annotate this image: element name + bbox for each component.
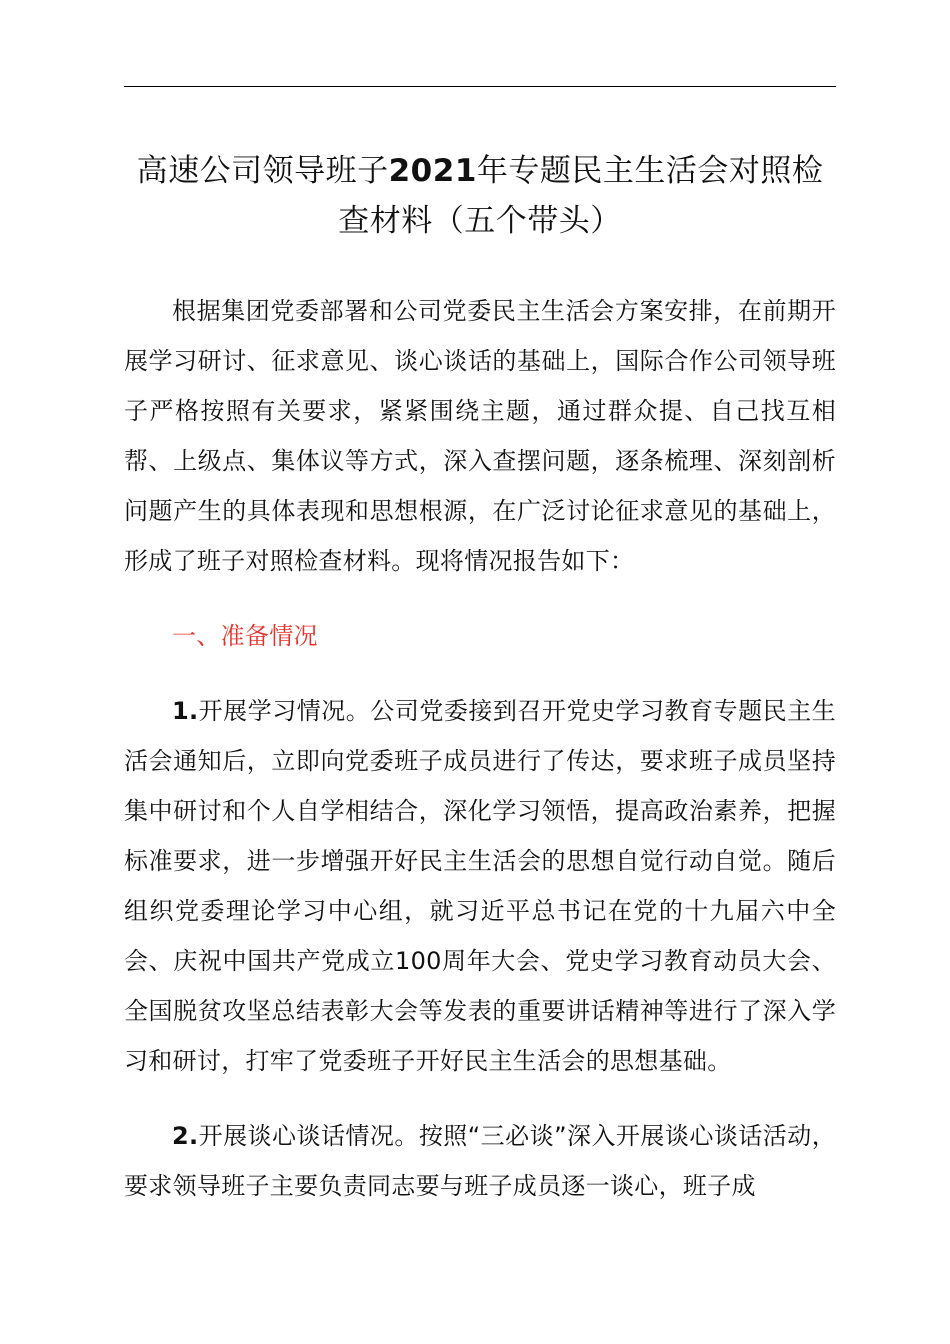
document-title	[124, 146, 836, 246]
item-2-text: 开展谈心谈话情况。按照“三必谈”深入开展谈心谈话活动，要求领导班子主要负责同志要与班子成员逐一谈心，班子成	[124, 1122, 836, 1200]
item-2-number: 2.	[172, 1122, 199, 1150]
item-1-paragraph	[124, 686, 836, 1086]
document-body	[124, 146, 836, 1211]
title-year: 2021	[388, 153, 477, 189]
item-2-paragraph	[124, 1111, 836, 1211]
item-1-number: 1.	[172, 697, 199, 725]
intro-paragraph: 根据集团党委部署和公司党委民主生活会方案安排，在前期开展学习研讨、征求意见、谈心谈话的基础上，国际合作公司领导班子严格按照有关要求，紧紧围绕主题，通过群众提、自己找互相帮、上级点、集体议等方式，深入查摆问题，逐条梳理、深刻剖析问题产生的具体表现和思想根源，在广泛讨论征求意见的基础上，形成了班子对照检查材料。现将情况报告如下：	[124, 297, 836, 575]
title-part-2: 年专题民主生活会对照检查材料（五个带头）	[338, 153, 824, 239]
section-heading-preparation: 一、准备情况	[172, 622, 318, 650]
item-1-text: 开展学习情况。公司党委接到召开党史学习教育专题民主生活会通知后，立即向党委班子成员进行了传达，要求班子成员坚持集中研讨和个人自学相结合，深化学习领悟，提高政治素养，把握标准要求，进一步增强开好民主生活会的思想自觉行动自觉。随后组织党委理论学习中心组，就习近平总书记在党的十九届六中全会、庆祝中国共产党成立100周年大会、党史学习教育动员大会、全国脱贫攻坚总结表彰大会等发表的重要讲话精神等进行了深入学习和研讨，打牢了党委班子开好民主生活会的思想基础。	[124, 697, 836, 1075]
header-rule	[124, 86, 836, 87]
title-part-1: 高速公司领导班子	[136, 153, 389, 189]
